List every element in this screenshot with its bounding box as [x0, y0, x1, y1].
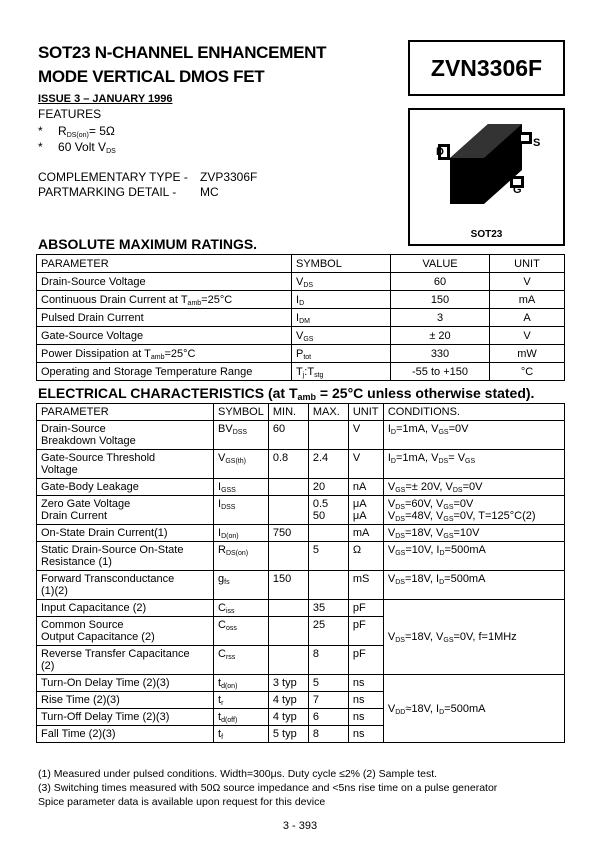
note-3: Spice parameter data is available upon request for this device [38, 796, 326, 808]
ec-max: 8 [308, 646, 348, 675]
feature-item-vds [38, 140, 116, 155]
ec-symbol: $t_{d(on)}$ [214, 675, 269, 692]
ec-unit: ns [348, 726, 383, 743]
ec-unit: μA μA [348, 496, 383, 525]
ec-min: 4 typ [268, 709, 308, 726]
note-1: (1) Measured under pulsed conditions. Width=300μs. Duty cycle ≤2% (2) Sample test. [38, 768, 438, 780]
ec-cond-capacitance: $V_{DS}=18V$, $V_{GS}=0V$, f=1MHz [383, 600, 564, 675]
amr-symbol: $V_{GS}$ [292, 327, 391, 345]
ec-symbol: $V_{GS(th)}$ [214, 450, 269, 479]
table-row [37, 363, 565, 381]
table-row [37, 571, 565, 600]
note-2: (3) Switching times measured with 50Ω source impedance and <5ns rise time on a pulse generator [38, 782, 498, 794]
ec-max: 25 [308, 617, 348, 646]
title-line-1: SOT23 N-CHANNEL ENHANCEMENT [38, 43, 327, 62]
amr-param: Gate-Source Voltage [37, 327, 292, 345]
ec-col-unit: UNIT [348, 404, 383, 421]
table-row [37, 421, 565, 450]
ec-min: 3 typ [268, 675, 308, 692]
ec-param: Reverse Transfer Capacitance (2) [37, 646, 214, 675]
feature-item-rds [38, 124, 115, 139]
vds-text: 60 Volt V [58, 140, 107, 154]
ec-unit: Ω [348, 542, 383, 571]
amr-param: Power Dissipation at $T_{amb}=25^\circ C$ [37, 345, 292, 363]
ec-unit: ns [348, 692, 383, 709]
amr-param: Continuous Drain Current at $T_{amb}=25^\circ C$ [37, 291, 292, 309]
amr-value: 150 [391, 291, 490, 309]
ec-symbol: $t_f$ [214, 726, 269, 743]
ec-param: Input Capacitance (2) [37, 600, 214, 617]
ec-max: 5 [308, 542, 348, 571]
ec-symbol: $t_r$ [214, 692, 269, 709]
table-row [37, 542, 565, 571]
ec-max: 5 [308, 675, 348, 692]
ec-symbol: $R_{DS(on)}$ [214, 542, 269, 571]
ec-param: Turn-Off Delay Time (2)(3) [37, 709, 214, 726]
ec-param: Turn-On Delay Time (2)(3) [37, 675, 214, 692]
ec-unit: mS [348, 571, 383, 600]
table-row [37, 291, 565, 309]
bullet: * [38, 140, 43, 154]
amr-col-value: VALUE [391, 255, 490, 273]
partmarking-label: PARTMARKING DETAIL - [38, 185, 177, 199]
amr-symbol: $V_{DS}$ [292, 273, 391, 291]
amr-symbol: $I_D$ [292, 291, 391, 309]
table-row [37, 327, 565, 345]
ec-max: 7 [308, 692, 348, 709]
amr-param: Pulsed Drain Current [37, 309, 292, 327]
sot23-package-icon [410, 110, 563, 244]
ec-unit: pF [348, 646, 383, 675]
ec-unit: pF [348, 600, 383, 617]
ec-unit: V [348, 450, 383, 479]
ec-min [268, 600, 308, 617]
ec-symbol: $I_{DSS}$ [214, 496, 269, 525]
amr-unit: V [490, 327, 565, 345]
rds-symbol: R [58, 124, 67, 138]
amr-col-symbol: SYMBOL [292, 255, 391, 273]
ec-max: 6 [308, 709, 348, 726]
ec-unit: mA [348, 525, 383, 542]
issue-line: ISSUE 3 – JANUARY 1996 [38, 93, 173, 105]
amr-param: Drain-Source Voltage [37, 273, 292, 291]
ec-col-symbol: SYMBOL [214, 404, 269, 421]
ec-symbol: $BV_{DSS}$ [214, 421, 269, 450]
amr-unit: mA [490, 291, 565, 309]
ec-max: 8 [308, 726, 348, 743]
ec-col-min: MIN. [268, 404, 308, 421]
ec-unit: ns [348, 709, 383, 726]
ec-symbol: $g_{fs}$ [214, 571, 269, 600]
ec-max: 0.5 50 [308, 496, 348, 525]
amr-header-row [37, 255, 565, 273]
ec-cond: $I_D=1mA$, $V_{GS}=0V$ [383, 421, 564, 450]
ec-min [268, 617, 308, 646]
ec-min [268, 646, 308, 675]
ec-cond: $V_{GS}=10V$, $I_D=500mA$ [383, 542, 564, 571]
ec-min: 4 typ [268, 692, 308, 709]
ec-symbol: $C_{iss}$ [214, 600, 269, 617]
amr-value: -55 to +150 [391, 363, 490, 381]
ec-param: Drain-Source Breakdown Voltage [37, 421, 214, 450]
amr-heading: ABSOLUTE MAXIMUM RATINGS. [38, 236, 258, 252]
ec-max [308, 421, 348, 450]
amr-symbol: $P_{tot}$ [292, 345, 391, 363]
ec-symbol: $I_{D(on)}$ [214, 525, 269, 542]
ec-max: 20 [308, 479, 348, 496]
ec-param: Forward Transconductance (1)(2) [37, 571, 214, 600]
ec-param: Rise Time (2)(3) [37, 692, 214, 709]
ec-unit: pF [348, 617, 383, 646]
ec-cond: $V_{DS}=18V$, $V_{GS}=10V$ [383, 525, 564, 542]
table-row [37, 345, 565, 363]
ec-min: 5 typ [268, 726, 308, 743]
ec-min: 60 [268, 421, 308, 450]
ec-max: 35 [308, 600, 348, 617]
features-heading: FEATURES [38, 107, 102, 121]
amr-unit: mW [490, 345, 565, 363]
rds-sub: DS(on) [66, 132, 89, 139]
ec-param: Fall Time (2)(3) [37, 726, 214, 743]
package-box [408, 108, 565, 246]
ec-max [308, 571, 348, 600]
amr-col-unit: UNIT [490, 255, 565, 273]
ec-cond: $V_{GS}=\pm 20V$, $V_{DS}=0V$ [383, 479, 564, 496]
amr-param: Operating and Storage Temperature Range [37, 363, 292, 381]
table-row [37, 600, 565, 617]
complementary-type-value: ZVP3306F [200, 170, 258, 184]
ec-min: 0.8 [268, 450, 308, 479]
ec-cond: $I_D=1mA$, $V_{DS}= V_{GS}$ [383, 450, 564, 479]
ec-min [268, 479, 308, 496]
ec-param: Zero Gate Voltage Drain Current [37, 496, 214, 525]
ec-max [308, 525, 348, 542]
pin-d-label: D [436, 146, 444, 158]
amr-value: 3 [391, 309, 490, 327]
vds-sub: DS [106, 148, 116, 155]
part-number: ZVN3306F [408, 40, 565, 96]
amr-symbol: $I_{DM}$ [292, 309, 391, 327]
amr-unit: A [490, 309, 565, 327]
ec-table [36, 403, 565, 743]
ec-param: Gate-Source Threshold Voltage [37, 450, 214, 479]
ec-symbol: $C_{rss}$ [214, 646, 269, 675]
ec-unit: ns [348, 675, 383, 692]
ec-min: 150 [268, 571, 308, 600]
table-row [37, 450, 565, 479]
ec-param: Gate-Body Leakage [37, 479, 214, 496]
title-line-2: MODE VERTICAL DMOS FET [38, 67, 265, 86]
ec-col-max: MAX. [308, 404, 348, 421]
ec-symbol: $t_{d(off)}$ [214, 709, 269, 726]
ec-cond: $V_{DS}=18V$, $I_D=500mA$ [383, 571, 564, 600]
ec-param: On-State Drain Current(1) [37, 525, 214, 542]
ec-col-parameter: PARAMETER [37, 404, 214, 421]
ec-col-conditions: CONDITIONS. [383, 404, 564, 421]
ec-heading: ELECTRICAL CHARACTERISTICS (at $T_{amb} = 25^\circ C$ unless otherwise stated). [38, 385, 535, 402]
amr-value: 60 [391, 273, 490, 291]
ec-header-row [37, 404, 565, 421]
amr-col-parameter: PARAMETER [37, 255, 292, 273]
amr-value: ± 20 [391, 327, 490, 345]
ec-cond: $V_{DS}=60V$, $V_{GS}=0V$ $V_{DS}=48V$, $V_{GS}=0V$, T=125°C(2) [383, 496, 564, 525]
table-row [37, 496, 565, 525]
ec-symbol: $C_{oss}$ [214, 617, 269, 646]
bullet: * [38, 124, 43, 138]
ec-param: Common Source Output Capacitance (2) [37, 617, 214, 646]
pin-s-label: S [533, 137, 541, 149]
ec-max: 2.4 [308, 450, 348, 479]
amr-value: 330 [391, 345, 490, 363]
ec-unit: nA [348, 479, 383, 496]
package-name: SOT23 [470, 229, 503, 240]
amr-unit: V [490, 273, 565, 291]
ec-cond-switching: $V_{DD}\approx 18V$, $I_D=500mA$ [383, 675, 564, 743]
table-row [37, 273, 565, 291]
partmarking-value: MC [200, 185, 219, 199]
page-number: 3 - 393 [282, 820, 318, 832]
amr-symbol: $T_j:T_{stg}$ [292, 363, 391, 381]
rds-value: = 5Ω [88, 124, 115, 138]
amr-table [36, 254, 565, 381]
table-row [37, 525, 565, 542]
table-row [37, 675, 565, 692]
ec-symbol: $I_{GSS}$ [214, 479, 269, 496]
table-row [37, 479, 565, 496]
complementary-type-label: COMPLEMENTARY TYPE - [38, 170, 188, 184]
amr-unit: °C [490, 363, 565, 381]
ec-min [268, 496, 308, 525]
pin-g-label: G [513, 184, 522, 196]
ec-param: Static Drain-Source On-State Resistance (1) [37, 542, 214, 571]
ec-min [268, 542, 308, 571]
ec-unit: V [348, 421, 383, 450]
table-row [37, 309, 565, 327]
ec-min: 750 [268, 525, 308, 542]
